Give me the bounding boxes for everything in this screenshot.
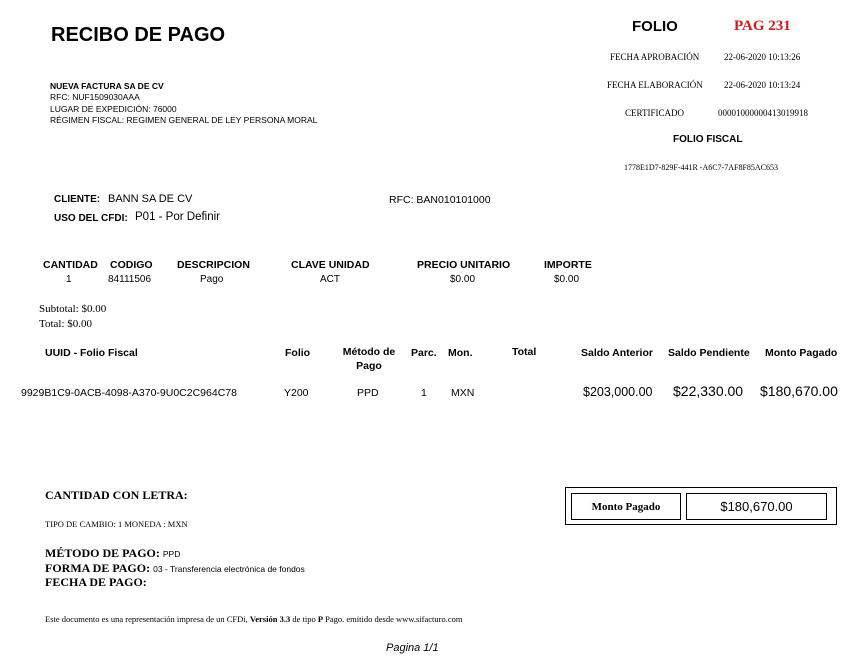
col-folio: Folio <box>285 347 311 359</box>
row-descripcion: Pago <box>200 274 224 285</box>
col-metodo-line1: Método de <box>342 346 396 358</box>
folio-fiscal-label: FOLIO FISCAL <box>673 134 743 145</box>
pay-parc: 1 <box>421 387 427 399</box>
col-cantidad: CANTIDAD <box>43 259 98 271</box>
client-rfc <box>389 194 491 206</box>
pay-monto-pagado: $180,670.00 <box>760 383 838 399</box>
cantidad-letra-label: CANTIDAD CON LETRA: <box>45 488 188 502</box>
col-importe: IMPORTE <box>544 259 592 271</box>
col-clave-unidad: CLAVE UNIDAD <box>291 259 370 271</box>
monto-pagado-box-label: Monto Pagado <box>591 500 661 513</box>
pay-mon: MXN <box>451 387 475 399</box>
cliente-value: BANN SA DE CV <box>108 193 193 205</box>
col-precio-unitario: PRECIO UNITARIO <box>417 259 511 271</box>
metodo-pago-label: MÉTODO DE PAGO: <box>45 546 160 560</box>
row-cantidad: 1 <box>66 274 72 285</box>
col-descripcion: DESCRIPCION <box>177 259 250 271</box>
col-saldo-anterior: Saldo Anterior <box>581 347 653 359</box>
metodo-pago-value: PPD <box>162 549 181 559</box>
subtotal: Subtotal: $0.00 <box>39 303 107 315</box>
col-codigo: CODIGO <box>110 259 153 271</box>
pay-saldo-pendiente: $22,330.00 <box>673 383 744 399</box>
fecha-pago-label: FECHA DE PAGO: <box>45 575 147 589</box>
row-importe: $0.00 <box>554 274 580 285</box>
row-clave: ACT <box>320 274 340 285</box>
col-mon: Mon. <box>448 347 473 359</box>
disclaimer <box>45 614 462 624</box>
monto-pagado-box-value: $180,670.00 <box>720 499 793 514</box>
folio-value: PAG 231 <box>734 18 791 34</box>
issuer-name: NUEVA FACTURA SA DE CV <box>50 81 164 91</box>
pay-uuid: 9929B1C9-0ACB-4098-A370-9U0C2C964C78 <box>21 387 237 399</box>
col-total: Total <box>512 346 537 358</box>
tipo-cambio: TIPO DE CAMBIO: 1 MONEDA : MXN <box>45 519 188 529</box>
col-saldo-pendiente: Saldo Pendiente <box>668 347 750 359</box>
document-title: RECIBO DE PAGO <box>51 24 226 46</box>
disclaimer-type: P <box>317 614 324 624</box>
pay-folio: Y200 <box>284 387 309 399</box>
total: Total: $0.00 <box>39 318 93 330</box>
cliente-label: CLIENTE: <box>54 194 101 205</box>
client-rfc-value: BAN010101000 <box>416 194 491 206</box>
issuer-lugar: LUGAR DE EXPEDICIÓN: 76000 <box>50 104 177 114</box>
col-uuid: UUID - Folio Fiscal <box>45 347 138 359</box>
client-rfc-label: RFC: <box>389 194 414 206</box>
disclaimer-part1: Este documento es una representación impresa de un CFDi, <box>45 614 248 624</box>
certificado-label: CERTIFICADO <box>625 108 684 118</box>
monto-pagado-box-value-cell <box>686 493 827 520</box>
regimen-label: RÉGIMEN FISCAL: <box>50 115 125 125</box>
col-metodo-pago <box>342 346 396 372</box>
fecha-aprobacion-label: FECHA APROBACIÓN <box>610 52 700 62</box>
regimen-value: REGIMEN GENERAL DE LEY PERSONA MORAL <box>126 115 318 125</box>
pay-metodo: PPD <box>357 387 379 399</box>
uso-cfdi-value: P01 - Por Definir <box>135 211 221 223</box>
folio-label: FOLIO <box>632 18 678 35</box>
forma-pago-value: 03 - Transferencia electrónica de fondos <box>153 564 305 574</box>
row-precio: $0.00 <box>450 274 476 285</box>
issuer-rfc: RFC: NUF1509030AAA <box>50 92 140 102</box>
metodo-pago-line <box>45 546 180 561</box>
pay-saldo-anterior: $203,000.00 <box>583 385 653 399</box>
fecha-aprobacion-value: 22-06-2020 10:13:26 <box>724 52 801 62</box>
issuer-regimen <box>50 115 317 125</box>
folio-fiscal-value: 1778E1D7-829F-441R -A6C7-7AF8F85AC653 <box>624 163 779 172</box>
row-codigo: 84111506 <box>108 274 152 285</box>
page-number: Pagina 1/1 <box>386 642 439 654</box>
col-monto-pagado: Monto Pagado <box>765 347 838 359</box>
uso-cfdi-label: USO DEL CFDI: <box>54 213 128 224</box>
disclaimer-part2: de tipo <box>292 614 316 624</box>
disclaimer-part3: Pago. emitido desde www.sifacturo.com <box>325 614 463 624</box>
fecha-elaboracion-label: FECHA ELABORACIÓN <box>607 80 703 90</box>
forma-pago-label: FORMA DE PAGO: <box>45 561 151 575</box>
disclaimer-version: Versión 3.3 <box>249 614 291 624</box>
fecha-elaboracion-value: 22-06-2020 10:13:24 <box>724 80 801 90</box>
certificado-value: 00001000000413019918 <box>718 108 808 118</box>
monto-pagado-box-label-cell <box>571 493 681 520</box>
forma-pago-line <box>45 561 305 576</box>
col-parc: Parc. <box>411 347 437 359</box>
col-metodo-line2: Pago <box>356 360 382 372</box>
